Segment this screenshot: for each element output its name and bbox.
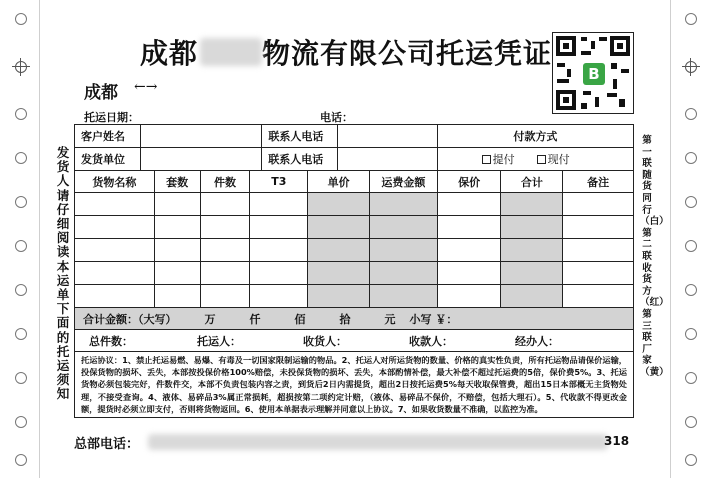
goods-cell[interactable] bbox=[201, 239, 251, 261]
goods-cell-shaded[interactable] bbox=[501, 239, 563, 261]
goods-cell-shaded[interactable] bbox=[370, 193, 438, 215]
qr-finder bbox=[556, 36, 576, 56]
payment-options bbox=[438, 148, 633, 170]
goods-cell[interactable] bbox=[155, 193, 201, 215]
goods-cell-shaded[interactable] bbox=[308, 285, 370, 307]
shipper-unit-field[interactable] bbox=[141, 148, 263, 170]
goods-cell[interactable] bbox=[563, 239, 633, 261]
qr-finder bbox=[556, 90, 576, 110]
goods-cell[interactable] bbox=[201, 285, 251, 307]
goods-cell[interactable] bbox=[250, 239, 308, 261]
cash-pay-checkbox[interactable] bbox=[537, 155, 546, 164]
shipping-date-label: 托运日期： bbox=[84, 111, 139, 124]
perforation-hole bbox=[685, 240, 697, 252]
registration-mark-icon bbox=[12, 58, 30, 76]
route-arrow-icon: ←→ bbox=[134, 79, 158, 95]
qr-module bbox=[599, 37, 607, 41]
customer-name-field[interactable] bbox=[141, 125, 263, 147]
goods-cell[interactable] bbox=[75, 285, 155, 307]
goods-cell[interactable] bbox=[155, 239, 201, 261]
goods-cell[interactable] bbox=[438, 216, 502, 238]
qr-module bbox=[613, 79, 617, 89]
title-prefix: 成都 bbox=[140, 37, 199, 70]
qr-module bbox=[567, 69, 571, 77]
perforation-hole bbox=[15, 196, 27, 208]
pickup-pay-option: 提付 bbox=[492, 153, 515, 166]
total-amount-field[interactable] bbox=[75, 308, 633, 329]
qr-module bbox=[581, 51, 591, 55]
goods-row bbox=[75, 239, 633, 262]
qr-module bbox=[581, 103, 587, 109]
goods-cell[interactable] bbox=[438, 285, 502, 307]
copy-designation-notice: 第一联随货同行（白）第二联收货方（红）第三联厂家（黄） bbox=[640, 135, 669, 378]
signatures-field bbox=[75, 330, 633, 351]
goods-cell[interactable] bbox=[201, 262, 251, 284]
goods-cell-shaded[interactable] bbox=[308, 239, 370, 261]
perforation-hole bbox=[15, 152, 27, 164]
col-sets: 套数 bbox=[155, 171, 201, 192]
total-amount-label: 合计金额：（大写） bbox=[83, 312, 177, 326]
goods-row bbox=[75, 193, 633, 216]
perforation-hole bbox=[15, 328, 27, 340]
perforation-hole bbox=[685, 13, 697, 25]
perforation-hole bbox=[685, 454, 697, 466]
goods-body bbox=[75, 193, 633, 308]
shipper-sign-label: 收货人： bbox=[303, 334, 347, 348]
payee-label: 收款人： bbox=[409, 334, 453, 348]
qr-module bbox=[619, 99, 625, 107]
goods-cell-shaded[interactable] bbox=[308, 262, 370, 284]
perforation-hole bbox=[685, 328, 697, 340]
redacted-hq-phone bbox=[148, 434, 608, 450]
col-insured-value: 保价 bbox=[438, 171, 502, 192]
waybill-form bbox=[74, 124, 634, 418]
total-amount-row bbox=[75, 308, 633, 330]
left-vertical-notice: 发货人请仔细阅读本运单下面的托运须知 bbox=[56, 145, 70, 402]
goods-cell[interactable] bbox=[155, 262, 201, 284]
handler-label: 经办人： bbox=[515, 334, 559, 348]
goods-cell-shaded[interactable] bbox=[370, 216, 438, 238]
perforation-hole bbox=[15, 13, 27, 25]
unit-bai: 佰 bbox=[294, 312, 306, 326]
goods-cell[interactable] bbox=[201, 193, 251, 215]
perforation-hole bbox=[15, 284, 27, 296]
goods-cell[interactable] bbox=[75, 262, 155, 284]
perforation-hole bbox=[15, 372, 27, 384]
goods-cell-shaded[interactable] bbox=[501, 285, 563, 307]
goods-cell[interactable] bbox=[75, 239, 155, 261]
goods-cell[interactable] bbox=[563, 285, 633, 307]
qr-module bbox=[595, 97, 599, 107]
perforation-hole bbox=[685, 108, 697, 120]
goods-header-row bbox=[75, 171, 633, 193]
qr-module bbox=[611, 63, 617, 69]
goods-cell-shaded[interactable] bbox=[501, 193, 563, 215]
col-unit-price: 单价 bbox=[308, 171, 370, 192]
perforation-hole bbox=[685, 372, 697, 384]
col-goods-name: 货物名称 bbox=[75, 171, 155, 192]
perforation-hole bbox=[15, 108, 27, 120]
company-logo-icon: B bbox=[583, 63, 605, 85]
col-freight-amount: 运费金额 bbox=[370, 171, 438, 192]
contact-phone-label-2: 联系人电话 bbox=[262, 148, 338, 170]
qr-module bbox=[621, 69, 629, 73]
qr-code-icon bbox=[552, 32, 634, 114]
goods-cell[interactable] bbox=[438, 262, 502, 284]
goods-cell-shaded[interactable] bbox=[308, 193, 370, 215]
left-perforation-strip bbox=[0, 0, 40, 478]
goods-cell-shaded[interactable] bbox=[370, 239, 438, 261]
goods-cell[interactable] bbox=[250, 285, 308, 307]
customer-name-label: 客户姓名 bbox=[75, 125, 141, 147]
shipper-row bbox=[75, 148, 633, 171]
goods-cell[interactable] bbox=[438, 239, 502, 261]
goods-cell[interactable] bbox=[155, 285, 201, 307]
hq-phone-tail: 318 bbox=[604, 434, 630, 448]
goods-cell[interactable] bbox=[563, 193, 633, 215]
goods-cell[interactable] bbox=[75, 216, 155, 238]
qr-module bbox=[607, 93, 617, 97]
perforation-hole bbox=[15, 240, 27, 252]
goods-cell[interactable] bbox=[250, 262, 308, 284]
shipping-agreement-text: 托运协议：1、禁止托运易燃、易爆、有毒及一切国家限制运输的物品。2、托运人对所运货物的数量、价格的真实性负责，所有托运物品请保价运输，投保货物的损坏、丢失，本部按投保价格100%赔偿，未投保货物的损坏、丢失，本部酌情补偿，最大补偿不超过托运费的5倍，保价费5%。3、托运货物必须包装完好，件数件交，本部不负责包装内容之责，到货后2日内需提货，超出2日按托运费5%每天收取保管费，超出15日本部概无主货物处理，不接受查询。4、液体、易碎品3%属正常损耗，超损按第二项约定计赔，（液体、易碎品不保价，不赔偿，包括大理石）。5、代收款不得更改金额，提货时必须立即支付，否则将货物返回。6、使用本单据表示理解并同意以上协议。7、如果收货数量不准确，以监控为准。 bbox=[81, 355, 627, 414]
unit-shi: 拾 bbox=[339, 312, 351, 326]
goods-row bbox=[75, 216, 633, 239]
qr-module bbox=[581, 37, 587, 41]
unit-qian: 仟 bbox=[249, 312, 261, 326]
goods-cell[interactable] bbox=[563, 262, 633, 284]
phone-label: 电话： bbox=[320, 111, 353, 124]
right-perforation-strip bbox=[670, 0, 716, 478]
goods-cell[interactable] bbox=[250, 216, 308, 238]
qr-module bbox=[557, 79, 569, 83]
qr-finder bbox=[610, 36, 630, 56]
perforation-hole bbox=[15, 454, 27, 466]
qr-module bbox=[591, 41, 595, 49]
perforation-hole bbox=[685, 196, 697, 208]
goods-cell[interactable] bbox=[75, 193, 155, 215]
pickup-pay-checkbox[interactable] bbox=[482, 155, 491, 164]
goods-cell[interactable] bbox=[438, 193, 502, 215]
goods-cell[interactable] bbox=[563, 216, 633, 238]
cash-pay-option: 现付 bbox=[547, 153, 570, 166]
goods-cell[interactable] bbox=[155, 216, 201, 238]
qr-module bbox=[557, 63, 565, 67]
goods-cell-shaded[interactable] bbox=[501, 262, 563, 284]
hq-phone-label: 总部电话： bbox=[74, 437, 140, 452]
col-remarks: 备注 bbox=[587, 175, 610, 189]
payment-method-label: 付款方式 bbox=[513, 130, 558, 143]
redacted-company-name bbox=[200, 38, 262, 66]
title-suffix: 物流有限公司托运凭证 bbox=[262, 37, 553, 70]
contact-phone-label: 联系人电话 bbox=[262, 125, 338, 147]
perforation-hole bbox=[685, 284, 697, 296]
signatures-row bbox=[75, 330, 633, 352]
col-pieces: 件数 bbox=[201, 171, 251, 192]
shipper-unit-label: 发货单位 bbox=[75, 148, 141, 170]
unit-wan: 万 bbox=[204, 312, 216, 326]
col-t3: T3 bbox=[250, 171, 308, 192]
total-pieces-label: 总件数： bbox=[89, 334, 133, 348]
lowercase-amount-label: 小写 ￥： bbox=[409, 312, 458, 326]
goods-cell-shaded[interactable] bbox=[308, 216, 370, 238]
goods-cell[interactable] bbox=[201, 216, 251, 238]
registration-mark-icon bbox=[682, 58, 700, 76]
col-total: 合计 bbox=[501, 171, 563, 192]
goods-cell-shaded[interactable] bbox=[370, 285, 438, 307]
goods-cell[interactable] bbox=[250, 193, 308, 215]
contact-phone-field-2[interactable] bbox=[338, 148, 438, 170]
goods-cell-shaded[interactable] bbox=[501, 216, 563, 238]
perforation-hole bbox=[685, 152, 697, 164]
unit-yuan: 元 bbox=[384, 312, 396, 326]
contact-phone-field[interactable] bbox=[338, 125, 438, 147]
consignor-label: 托运人： bbox=[197, 334, 241, 348]
perforation-hole bbox=[685, 416, 697, 428]
agreement-row bbox=[75, 352, 633, 417]
goods-cell-shaded[interactable] bbox=[370, 262, 438, 284]
customer-row bbox=[75, 125, 633, 148]
perforation-hole bbox=[15, 416, 27, 428]
origin-city: 成都 bbox=[84, 83, 118, 103]
goods-row bbox=[75, 262, 633, 285]
goods-row bbox=[75, 285, 633, 308]
qr-module bbox=[583, 91, 591, 95]
